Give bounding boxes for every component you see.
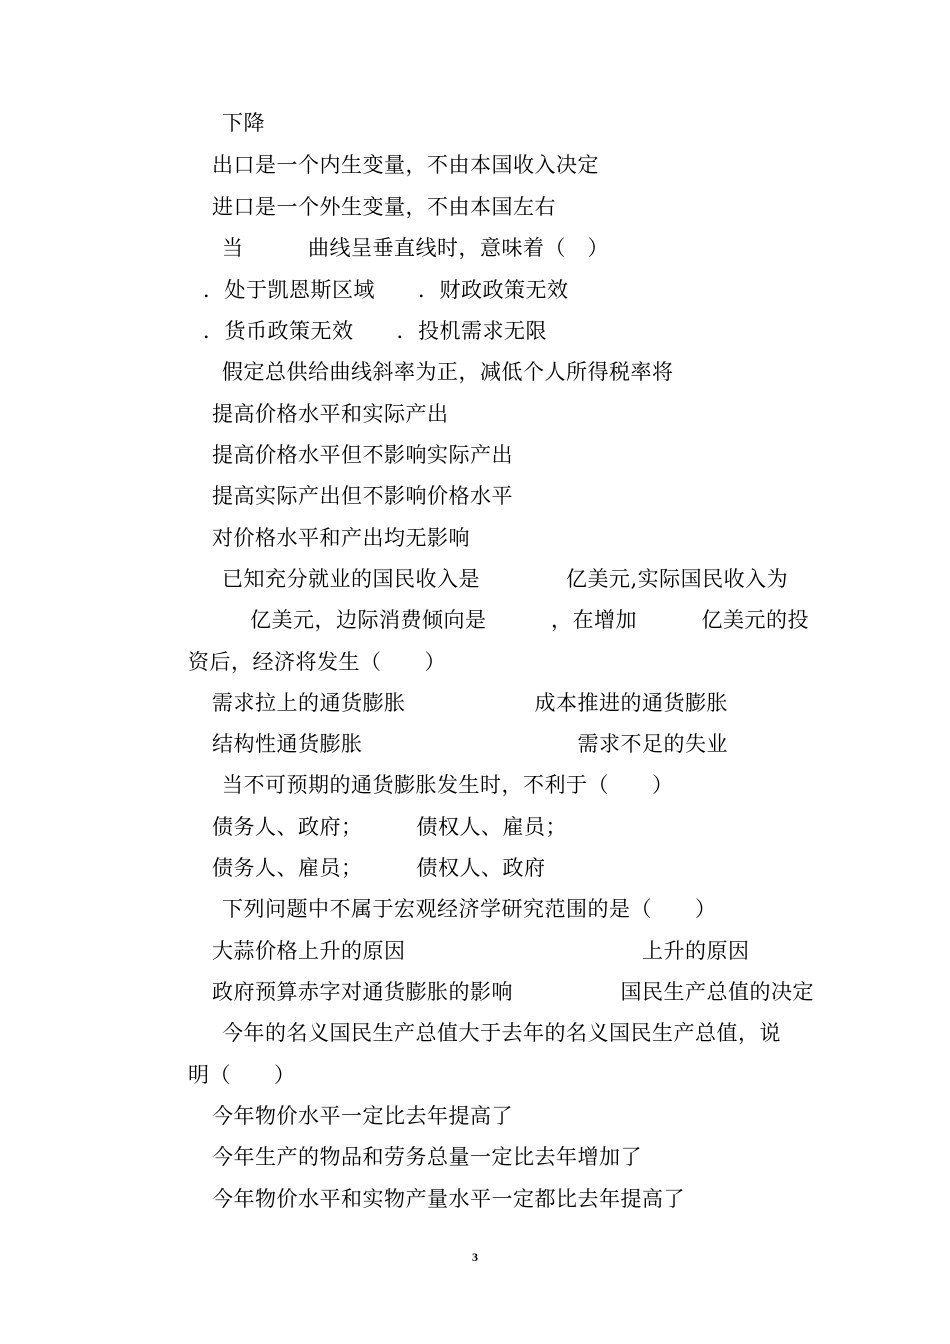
text-line: ．货币政策无效 ．投机需求无限 [203, 319, 547, 343]
text-line: 亿美元，边际消费倾向是 ，在增加 亿美元的投 [250, 608, 809, 632]
text-line: 假定总供给曲线斜率为正，减低个人所得税率将 [222, 360, 674, 384]
text-line: 结构性通货膨胀 需求不足的失业 [212, 732, 728, 756]
text-line: 政府预算赤字对通货膨胀的影响 国民生产总值的决定 [212, 980, 814, 1004]
text-line: 对价格水平和产出均无影响 [212, 526, 470, 550]
text-line: 明（ ） [188, 1063, 296, 1087]
text-line: 债务人、雇员； 债权人、政府 [212, 856, 546, 880]
page-number: 3 [472, 1250, 478, 1264]
text-line: 今年生产的物品和劳务总量一定比去年增加了 [212, 1145, 642, 1169]
text-line: 今年物价水平一定比去年提高了 [212, 1104, 513, 1128]
text-line: 资后，经济将发生（ ） [188, 650, 446, 674]
text-line: 提高实际产出但不影响价格水平 [212, 484, 513, 508]
text-line: ．处于凯恩斯区域 ．财政政策无效 [203, 278, 569, 302]
text-line: 大蒜价格上升的原因 上升的原因 [212, 939, 750, 963]
text-line: 提高价格水平和实际产出 [212, 402, 449, 426]
text-line: 需求拉上的通货膨胀 成本推进的通货膨胀 [212, 691, 728, 715]
text-line: 提高价格水平但不影响实际产出 [212, 443, 513, 467]
text-line: 今年的名义国民生产总值大于去年的名义国民生产总值，说 [222, 1021, 781, 1045]
text-line: 今年物价水平和实物产量水平一定都比去年提高了 [212, 1187, 685, 1211]
text-line: 已知充分就业的国民收入是 亿美元,实际国民收入为 [222, 567, 789, 591]
text-line: 出口是一个内生变量，不由本国收入决定 [212, 153, 599, 177]
text-line: 进口是一个外生变量，不由本国左右 [212, 195, 556, 219]
text-line: 当不可预期的通货膨胀发生时，不利于（ ） [222, 773, 674, 797]
text-line: 当 曲线呈垂直线时，意味着（ ） [222, 236, 609, 260]
text-line: 下降 [222, 111, 265, 135]
text-line: 债务人、政府； 债权人、雇员； [212, 815, 567, 839]
text-line: 下列问题中不属于宏观经济学研究范围的是（ ） [222, 897, 717, 921]
